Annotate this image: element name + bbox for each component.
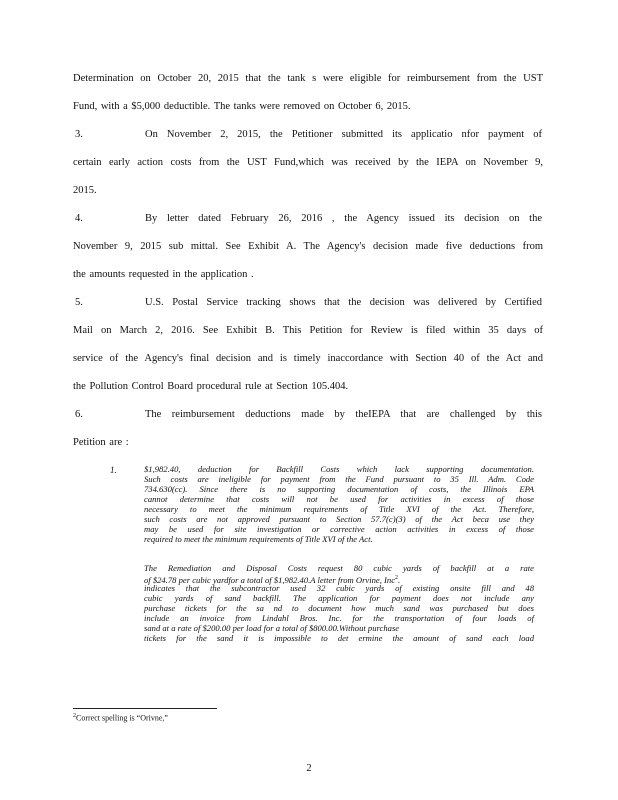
list-item-line: cubic yards of sand backfill. The application for payment does not include any — [144, 593, 534, 603]
paragraph-number: 3. — [75, 129, 83, 140]
footnote-reference-suffix: . — [398, 574, 401, 585]
list-item-line: Such costs are ineligible for payment from the Fund pursuant to 35 Ill. Adm. Code — [144, 474, 534, 484]
list-item-line-text: of $24.78 per cubic yardfor a total of $1,982.40.A letter from Orvine, Inc — [144, 574, 396, 585]
list-item-line: $1,982.40, deduction for Backfill Costs which lack supporting documentation. — [144, 464, 534, 474]
paragraph-lead: The reimbursement deductions made by theIEPA that are challenged by this — [145, 409, 542, 420]
footnote-separator — [73, 708, 217, 709]
paragraph-line: 2015. — [73, 185, 97, 196]
list-item-line: such costs are not approved pursuant to Section 57.7(c)(3) of the Act beca use they — [144, 514, 534, 524]
list-item-line: sand at a rate of $200.00 per load for a total of $800.00.Without purchase — [144, 623, 400, 633]
list-item-line: tickets for the sand it is impossible to det ermine the amount of sand each load — [144, 633, 534, 643]
paragraph-line: certain early action costs from the UST Fund,which was received by the IEPA on November 9, — [73, 157, 543, 168]
list-item-line: may be used for site investigation or corrective action activities in excess of those — [144, 524, 534, 534]
paragraph-line: the amounts requested in the application . — [73, 269, 254, 280]
paragraph-line: the Pollution Control Board procedural rule at Section 105.404. — [73, 381, 349, 392]
page-number: 2 — [306, 763, 312, 774]
list-item-line: necessary to meet the minimum requirements of Title XVI of the Act. Therefore, — [144, 504, 534, 514]
paragraph-line: November 9, 2015 sub mittal. See Exhibit A. The Agency's decision made five deductions from — [73, 241, 543, 252]
paragraph-lead: U.S. Postal Service tracking shows that the decision was delivered by Certified — [145, 297, 542, 308]
list-item-line: The Remediation and Disposal Costs request 80 cubic yards of backfill at a rate — [144, 563, 534, 573]
footnote — [73, 711, 168, 724]
paragraph-line: Petition are : — [73, 437, 129, 448]
paragraph-number: 5. — [75, 297, 83, 308]
paragraph-lead: On November 2, 2015, the Petitioner submitted its applicatio nfor payment of — [145, 129, 542, 140]
list-item-line: required to meet the minimum requirements of Title XVI of the Act. — [144, 534, 373, 544]
body-line: Determination on October 20, 2015 that the tank s were eligible for reimbursement from the UST — [73, 73, 543, 84]
list-item-line: include an invoice from Lindahl Bros. Inc. for the transportation of four loads of — [144, 613, 534, 623]
list-item-line: indicates that the subcontractor used 32 cubic yards of existing onsite fill and 48 — [144, 583, 534, 593]
footnote-reference: 2 — [395, 575, 399, 581]
paragraph-line: service of the Agency's final decision and is timely inaccordance with Section 40 of the Act and — [73, 353, 543, 364]
list-item-line: cannot determine that costs will not be used for activities in excess of those — [144, 494, 534, 504]
paragraph-number: 4. — [75, 213, 83, 224]
paragraph-lead: By letter dated February 26, 2016 , the Agency issued its decision on the — [145, 213, 542, 224]
list-item-line: 734.630(cc). Since there is no supporting documentation of costs, the Illinois EPA — [144, 484, 534, 494]
paragraph-number: 6. — [75, 409, 83, 420]
footnote-number: 2 — [73, 713, 76, 719]
paragraph-line: Mail on March 2, 2016. See Exhibit B. This Petition for Review is filed within 35 days of — [73, 325, 543, 336]
footnote-text: Correct spelling is “Orivne,” — [76, 713, 168, 723]
list-item-line: purchase tickets for the sa nd to document how much sand was purchased but does — [144, 603, 534, 613]
list-item-marker: 1. — [110, 465, 117, 475]
body-line: Fund, with a $5,000 deductible. The tanks were removed on October 6, 2015. — [73, 101, 411, 112]
